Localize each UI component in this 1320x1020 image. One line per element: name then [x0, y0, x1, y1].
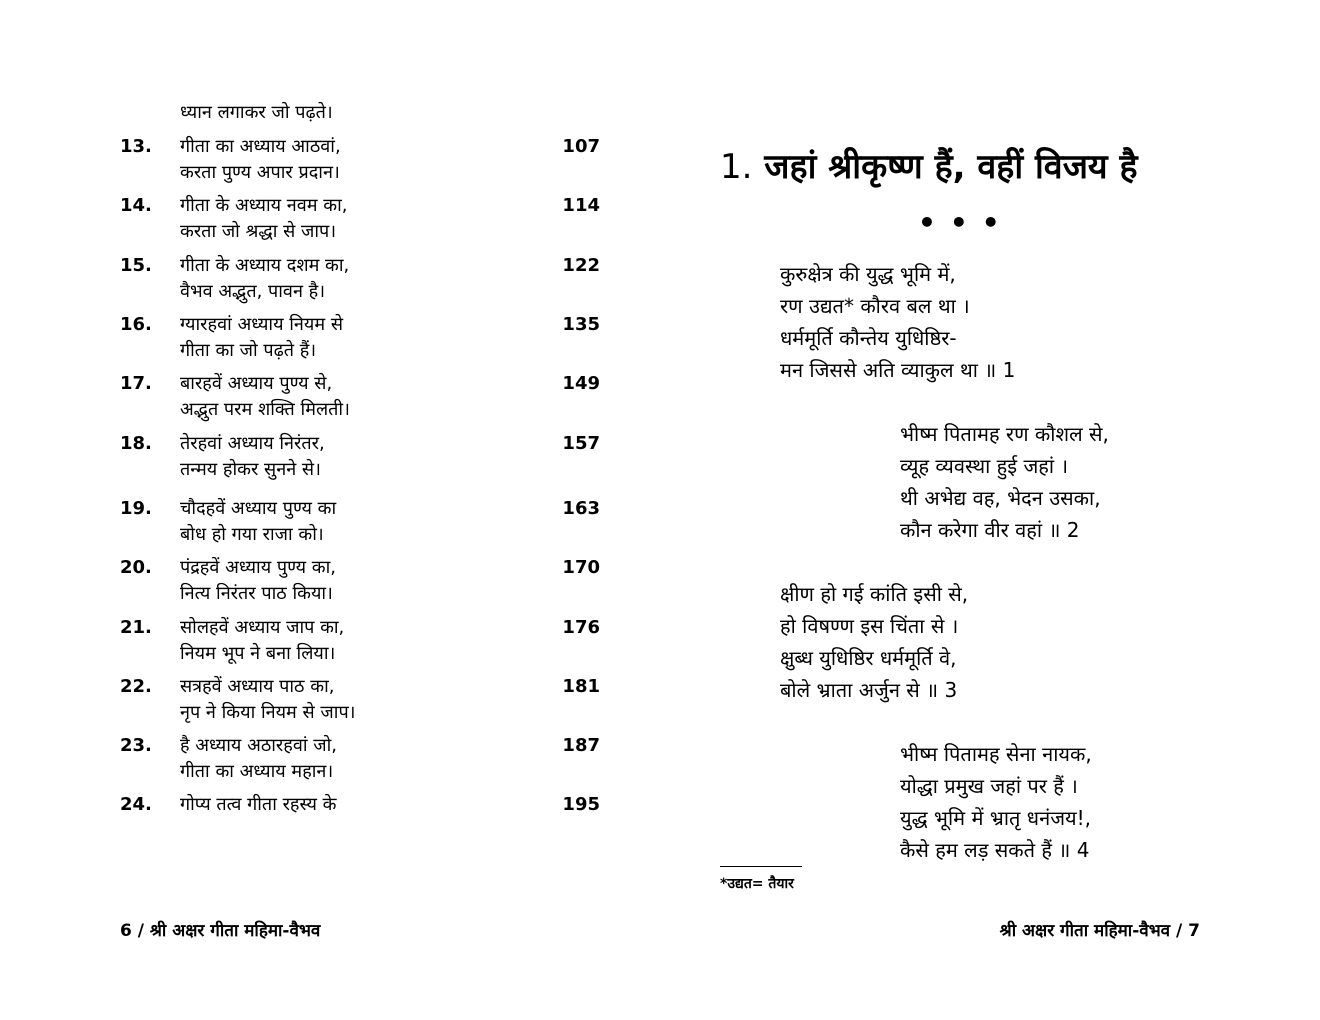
toc-entry-text: [180, 555, 336, 607]
toc-entry-line: बोध हो गया राजा को।: [180, 524, 324, 545]
toc-entry-text: [180, 615, 344, 667]
verse-line: बोले भ्राता अर्जुन से ॥ 3: [780, 678, 958, 702]
right-page-footer: श्री अक्षर गीता महिमा-वैभव / 7: [999, 921, 1200, 941]
toc-entry-number: 23.: [120, 735, 152, 756]
toc-entry-line: तेरहवां अध्याय निरंतर,: [180, 433, 325, 454]
verse-line: क्षुब्ध युधिष्ठिर धर्ममूर्ति वे,: [780, 646, 957, 670]
stanza-3: [780, 578, 968, 706]
toc-entry-line: गीता का जो पढ़ते हैं।: [180, 340, 317, 361]
verse-line: कौन करेगा वीर वहां ॥ 2: [900, 518, 1080, 542]
toc-entry-page: 181: [562, 676, 600, 697]
toc-entry: [0, 555, 660, 611]
toc-entry-page: 176: [562, 617, 600, 638]
verse-line: कुरुक्षेत्र की युद्ध भूमि में,: [780, 262, 956, 286]
toc-entry-number: 15.: [120, 255, 152, 276]
toc-entry-line: सोलहवें अध्याय जाप का,: [180, 617, 345, 638]
toc-entry-text: [180, 431, 325, 483]
right-page: [660, 0, 1320, 1020]
stanza-4: [900, 738, 1092, 866]
toc-entry: [0, 792, 660, 848]
toc-entry-line: नृप ने किया नियम से जाप।: [180, 702, 356, 723]
toc-entry-line: पंद्रहवें अध्याय पुण्य का,: [180, 557, 336, 578]
toc-entry-text: [180, 496, 336, 548]
verse-line: युद्ध भूमि में भ्रातृ धनंजय!,: [900, 806, 1092, 830]
stanza-2: [900, 418, 1109, 546]
verse-line: क्षीण हो गई कांति इसी से,: [780, 582, 969, 606]
toc-entry-number: 21.: [120, 617, 152, 638]
verse-line: धर्ममूर्ति कौन्तेय युधिष्ठिर-: [780, 326, 957, 350]
toc-entry: [0, 496, 660, 552]
chapter-number: 1.: [720, 147, 753, 187]
footnote-rule: [720, 866, 802, 867]
verse-line: भीष्म पितामह रण कौशल से,: [900, 422, 1109, 446]
verse-line: रण उद्यत* कौरव बल था ।: [780, 294, 970, 318]
toc-entry-line: चौदहवें अध्याय पुण्य का: [180, 498, 337, 519]
toc-entry-line: है अध्याय अठारहवां जो,: [180, 735, 337, 756]
verse-line: व्यूह व्यवस्था हुई जहां ।: [900, 454, 1069, 478]
toc-entry-number: 14.: [120, 195, 152, 216]
toc-entry-line: तन्मय होकर सुनने से।: [180, 459, 321, 480]
toc-entry-line: नियम भूप ने बना लिया।: [180, 643, 336, 664]
toc-entry-number: 24.: [120, 794, 152, 815]
toc-entry-page: 107: [562, 136, 600, 157]
toc-entry-line: गीता का अध्याय महान।: [180, 761, 334, 782]
verse-line: कैसे हम लड़ सकते हैं ॥ 4: [900, 838, 1090, 862]
toc-entry-text: [180, 193, 347, 245]
toc-entry-page: 149: [562, 373, 600, 394]
toc-entry-line: करता पुण्य अपार प्रदान।: [180, 162, 340, 183]
toc-entry-text: [180, 792, 336, 818]
toc-entry-page: 157: [562, 433, 600, 454]
toc-entry-number: 19.: [120, 498, 152, 519]
toc-entry-line: अद्भुत परम शक्ति मिलती।: [180, 399, 350, 420]
toc-entry-number: 13.: [120, 136, 152, 157]
toc-entry-line: गीता का अध्याय आठवां,: [180, 136, 341, 157]
stanza-1: [780, 258, 1015, 386]
toc-entry-text: [180, 134, 341, 186]
toc-entry-line: गोप्य तत्व गीता रहस्य के: [180, 794, 337, 815]
toc-entry: [0, 674, 660, 730]
toc-entry-number: 22.: [120, 676, 152, 697]
left-page-footer: 6 / श्री अक्षर गीता महिमा-वैभव: [120, 921, 321, 941]
verse-line: मन जिससे अति व्याकुल था ॥ 1: [780, 358, 1016, 382]
toc-entry-page: 195: [562, 794, 600, 815]
verse-line: भीष्म पितामह सेना नायक,: [900, 742, 1092, 766]
toc-entry-page: 163: [562, 498, 600, 519]
toc-entry: [0, 312, 660, 368]
toc-entry-number: 20.: [120, 557, 152, 578]
toc-continuation-line: ध्यान लगाकर जो पढ़ते।: [180, 102, 333, 123]
toc-entry-number: 17.: [120, 373, 152, 394]
toc-entry: [0, 253, 660, 309]
toc-entry-line: नित्य निरंतर पाठ किया।: [180, 583, 333, 604]
toc-entry-text: [180, 312, 343, 364]
ornament-dots: •••: [918, 206, 1014, 239]
toc-entry-line: सत्रहवें अध्याय पाठ का,: [180, 676, 335, 697]
chapter-title: [720, 142, 1138, 188]
toc-entry-line: बारहवें अध्याय पुण्य से,: [180, 373, 333, 394]
toc-entry-page: 135: [562, 314, 600, 335]
toc-entry-text: [180, 733, 337, 785]
toc-entry-line: वैभव अद्भुत, पावन है।: [180, 281, 326, 302]
toc-entry: [0, 134, 660, 190]
toc-entry-page: 170: [562, 557, 600, 578]
toc-entry-page: 114: [562, 195, 600, 216]
toc-entry-line: करता जो श्रद्धा से जाप।: [180, 221, 337, 242]
toc-entry-line: ग्यारहवां अध्याय नियम से: [180, 314, 344, 335]
verse-line: थी अभेद्य वह, भेदन उसका,: [900, 486, 1101, 510]
toc-entry: [0, 193, 660, 249]
toc-entry-text: [180, 371, 350, 423]
toc-entry-page: 187: [562, 735, 600, 756]
toc-entry-text: [180, 674, 356, 726]
toc-entry-text: [180, 253, 349, 305]
toc-entry: [0, 371, 660, 427]
toc-entry-line: गीता के अध्याय दशम का,: [180, 255, 350, 276]
footnote: *उद्यत= तैयार: [720, 876, 794, 892]
toc-entry-number: 16.: [120, 314, 152, 335]
toc-entry-number: 18.: [120, 433, 152, 454]
toc-entry: [0, 431, 660, 487]
chapter-title-text: जहां श्रीकृष्ण हैं, वहीं विजय है: [764, 147, 1138, 187]
toc-entry: [0, 733, 660, 789]
verse-line: हो विषण्ण इस चिंता से ।: [780, 614, 959, 638]
verse-line: योद्धा प्रमुख जहां पर हैं ।: [900, 774, 1078, 798]
toc-entry-page: 122: [562, 255, 600, 276]
toc-entry: [0, 615, 660, 671]
toc-entry-line: गीता के अध्याय नवम का,: [180, 195, 348, 216]
